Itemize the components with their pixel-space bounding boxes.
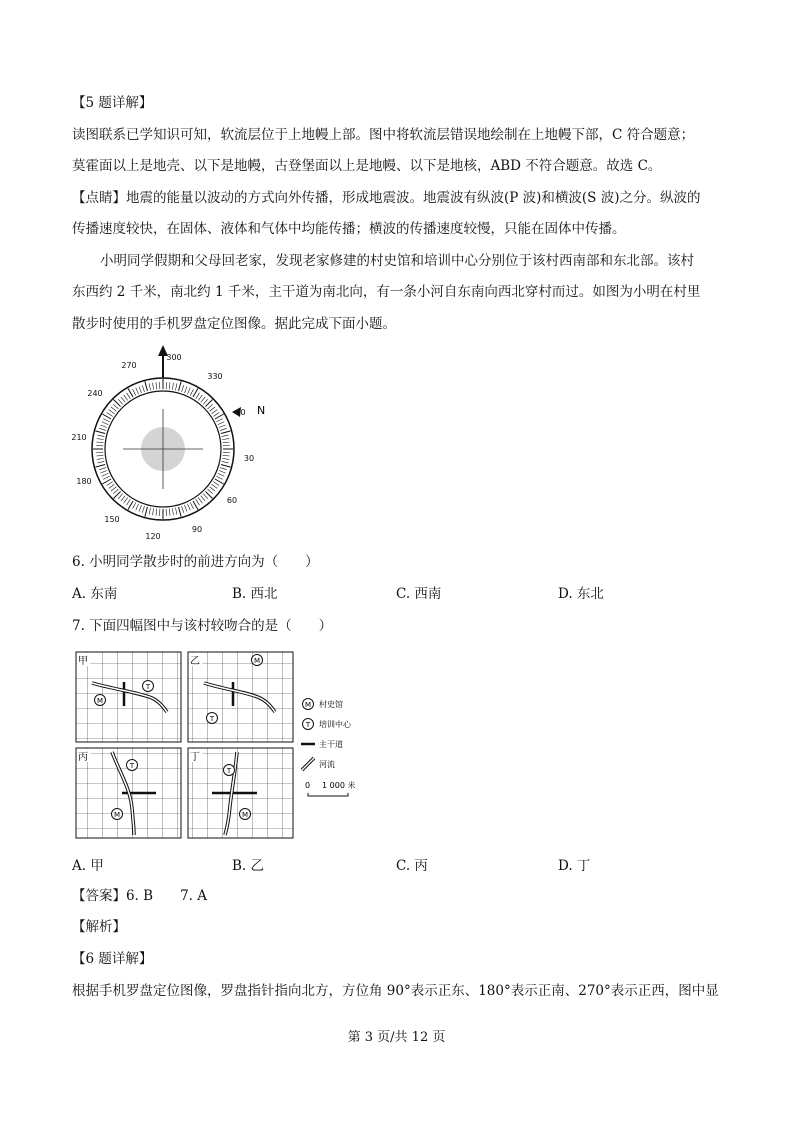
compass-tick bbox=[201, 496, 205, 501]
compass-tick bbox=[96, 442, 103, 443]
legend-history-hall-icon: M bbox=[304, 701, 312, 709]
compass-tick bbox=[198, 395, 202, 401]
compass-tick bbox=[133, 389, 136, 395]
compass-tick bbox=[99, 428, 106, 430]
compass-tick bbox=[190, 389, 193, 395]
tick-label: 60 bbox=[226, 496, 238, 505]
q7-option-a: A. 甲 bbox=[72, 858, 104, 874]
compass-tick bbox=[218, 422, 224, 425]
compass-tick bbox=[109, 410, 115, 414]
tick-label: 30 bbox=[243, 454, 255, 463]
compass-tick bbox=[139, 505, 142, 512]
compass-tick bbox=[153, 508, 154, 515]
q6-option-b: B. 西北 bbox=[232, 586, 278, 602]
compass-tick bbox=[127, 499, 131, 505]
compass-tick bbox=[172, 508, 173, 515]
compass-tick bbox=[208, 404, 213, 409]
q6-option-c: C. 西南 bbox=[396, 586, 442, 602]
compass-tick bbox=[213, 482, 219, 486]
tick-label: 240 bbox=[87, 389, 103, 398]
compass-tick bbox=[111, 407, 116, 411]
compass-tick bbox=[97, 435, 104, 436]
compass-tick bbox=[139, 386, 142, 393]
compass-tick bbox=[149, 383, 150, 390]
compass-tick bbox=[124, 498, 128, 504]
compass-tick bbox=[113, 489, 118, 494]
compass-tick bbox=[145, 381, 148, 391]
panel-label: 丁 bbox=[190, 752, 200, 763]
compass-tick bbox=[182, 506, 184, 513]
compass-tick bbox=[203, 399, 208, 404]
compass-tick bbox=[219, 471, 226, 474]
compass-tick bbox=[185, 386, 188, 393]
compass-tick bbox=[153, 383, 154, 390]
compass-tick bbox=[172, 383, 173, 390]
compass-tick bbox=[221, 431, 231, 434]
compass-tick bbox=[100, 425, 107, 428]
map-legend bbox=[301, 699, 355, 797]
tick-label: 330 bbox=[207, 372, 223, 381]
compass-tick bbox=[145, 507, 148, 517]
compass-tick bbox=[179, 381, 182, 391]
compass-tick bbox=[198, 498, 202, 504]
tick-label: 210 bbox=[71, 433, 87, 442]
compass-tick bbox=[212, 484, 218, 488]
compass-tick bbox=[222, 458, 229, 459]
compass-tick bbox=[100, 471, 107, 474]
north-label: N bbox=[257, 404, 266, 417]
question-7-stem: 7. 下面四幅图中与该村较吻合的是（ ） bbox=[72, 618, 333, 634]
panel-label: 甲 bbox=[78, 656, 88, 667]
paragraph-line: 莫霍面以上是地壳、以下是地幔，古登堡面以上是地幔、以下是地核，ABD 不符合题意。故选 C。 bbox=[72, 158, 662, 174]
scale-label: 1 000 米 bbox=[322, 781, 356, 790]
compass-tick bbox=[109, 484, 115, 488]
analysis-heading: 【解析】 bbox=[72, 919, 126, 935]
tick-label: 150 bbox=[104, 515, 120, 524]
legend-main-road: 主干道 bbox=[319, 740, 343, 749]
compass-tick bbox=[136, 504, 139, 510]
training-center-icon: T bbox=[226, 767, 232, 775]
scale-bar bbox=[308, 793, 348, 796]
compass-tick bbox=[97, 439, 104, 440]
compass-tick bbox=[216, 476, 222, 479]
compass-tick bbox=[103, 419, 109, 422]
compass-tick bbox=[182, 385, 184, 392]
q6-option-a: A. 东南 bbox=[72, 586, 118, 602]
tick-label: 180 bbox=[76, 477, 92, 486]
compass-tick bbox=[208, 489, 213, 494]
q6-option-d: D. 东北 bbox=[558, 586, 604, 602]
compass-tick bbox=[196, 499, 200, 505]
compass-tick bbox=[169, 382, 170, 389]
compass-tick bbox=[222, 435, 229, 436]
history-hall-icon: M bbox=[253, 657, 261, 665]
tick-label: 270 bbox=[121, 361, 137, 370]
compass-tick bbox=[221, 465, 231, 468]
legend-history-hall: 村史馆 bbox=[319, 700, 343, 709]
compass-tick bbox=[121, 496, 125, 501]
compass-tick bbox=[156, 382, 157, 389]
compass-tick bbox=[136, 388, 139, 394]
compass-tick bbox=[97, 461, 104, 462]
village-map-options bbox=[72, 648, 372, 843]
compass-tick bbox=[96, 455, 103, 456]
map-panel-yi bbox=[188, 652, 293, 742]
compass-tick bbox=[149, 508, 150, 515]
training-center-icon: T bbox=[209, 715, 215, 723]
compass-tick bbox=[196, 393, 200, 399]
compass-tick bbox=[185, 505, 188, 512]
map-panel-jia bbox=[76, 652, 181, 742]
compass-tick bbox=[223, 455, 230, 456]
compass-tick bbox=[179, 507, 182, 517]
compass-tick bbox=[113, 404, 118, 409]
legend-training-center-icon: T bbox=[305, 721, 311, 729]
compass-tick bbox=[187, 504, 190, 510]
compass-tick bbox=[187, 388, 190, 394]
compass-tick bbox=[142, 506, 144, 513]
tick-label: 90 bbox=[191, 525, 203, 534]
compass-tick bbox=[121, 397, 125, 402]
compass-tick bbox=[219, 425, 226, 428]
map-panel-bing bbox=[76, 748, 181, 838]
compass-tick bbox=[118, 399, 123, 404]
tip-line: 【点睛】地震的能量以波动的方式向外传播，形成地震波。地震波有纵波(P 波)和横波(S 波)之分。纵波的 bbox=[72, 190, 701, 206]
q7-option-c: C. 丙 bbox=[396, 858, 428, 874]
compass-tick bbox=[212, 410, 218, 414]
compass-tick bbox=[99, 468, 106, 470]
compass-tick bbox=[190, 502, 193, 508]
compass-tick bbox=[127, 393, 131, 399]
compass-tick bbox=[218, 473, 224, 476]
detail-6-heading: 【6 题详解】 bbox=[72, 951, 153, 967]
q7-option-b: B. 乙 bbox=[232, 858, 265, 874]
page-footer: 第 3 页/共 12 页 bbox=[347, 1030, 446, 1045]
answer-line: 【答案】6. B 7. A bbox=[72, 888, 208, 904]
training-center-icon: T bbox=[129, 762, 135, 770]
tick-label: 120 bbox=[145, 532, 161, 541]
compass-tick bbox=[107, 413, 113, 417]
compass-tick bbox=[210, 407, 215, 411]
compass-tick bbox=[107, 482, 113, 486]
material-line: 小明同学假期和父母回老家，发现老家修建的村史馆和培训中心分别位于该村西南部和东北部。该村 bbox=[100, 253, 694, 269]
compass-tick bbox=[133, 502, 136, 508]
training-center-icon: T bbox=[145, 683, 151, 691]
map-panel-ding bbox=[188, 748, 293, 838]
material-line: 东西约 2 千米，南北约 1 千米，主干道为南北向，有一条小河自东南向西北穿村而过。如图为小明在村里 bbox=[72, 284, 701, 300]
material-line: 散步时使用的手机罗盘定位图像。据此完成下面小题。 bbox=[72, 316, 396, 332]
compass-tick bbox=[95, 431, 105, 434]
compass-tick bbox=[203, 494, 208, 499]
panel-label: 丙 bbox=[78, 752, 88, 763]
compass-tick bbox=[102, 422, 108, 425]
compass-tick bbox=[156, 509, 157, 516]
compass-tick bbox=[142, 385, 144, 392]
compass-tick bbox=[201, 397, 205, 402]
q7-option-d: D. 丁 bbox=[558, 858, 591, 874]
paragraph-line: 传播速度较快，在固体、液体和气体中均能传播；横波的传播速度较慢，只能在固体中传播。 bbox=[72, 221, 626, 237]
compass-tick bbox=[97, 458, 104, 459]
compass-tick bbox=[169, 509, 170, 516]
compass-tick bbox=[175, 508, 176, 515]
compass-tick bbox=[111, 487, 116, 491]
compass-tick bbox=[216, 419, 222, 422]
scale-zero: 0 bbox=[305, 781, 311, 790]
tick-label: 300 bbox=[166, 353, 182, 362]
compass-tick bbox=[118, 494, 123, 499]
compass-tick bbox=[175, 383, 176, 390]
tick-label: 0 bbox=[240, 408, 246, 417]
compass-tick bbox=[222, 461, 229, 462]
history-hall-icon: M bbox=[113, 811, 121, 819]
compass-tick bbox=[220, 428, 227, 430]
history-hall-icon: M bbox=[96, 697, 104, 705]
history-hall-icon: M bbox=[241, 811, 249, 819]
compass-tick bbox=[222, 439, 229, 440]
panel-label: 乙 bbox=[190, 656, 200, 667]
legend-training-center: 培训中心 bbox=[319, 720, 351, 729]
compass-tick bbox=[213, 413, 219, 417]
question-6-stem: 6. 小明同学散步时的前进方向为（ ） bbox=[72, 554, 319, 570]
legend-river: 河流 bbox=[319, 760, 335, 769]
compass-tick bbox=[102, 473, 108, 476]
compass-figure bbox=[60, 342, 266, 542]
paragraph-line: 读图联系已学知识可知，软流层位于上地幔上部。图中将软流层错误地绘制在上地幔下部，C 符合题意； bbox=[72, 127, 695, 143]
compass-tick bbox=[220, 468, 227, 470]
compass-tick bbox=[223, 442, 230, 443]
compass-tick bbox=[210, 487, 215, 491]
compass-tick bbox=[95, 465, 105, 468]
compass-tick bbox=[124, 395, 128, 401]
section-heading-5: 【5 题详解】 bbox=[72, 95, 153, 111]
explanation-line: 根据手机罗盘定位图像，罗盘指针指向北方，方位角 90°表示正东、180°表示正南、270°表示正西，图中显 bbox=[72, 983, 719, 999]
compass-tick bbox=[103, 476, 109, 479]
